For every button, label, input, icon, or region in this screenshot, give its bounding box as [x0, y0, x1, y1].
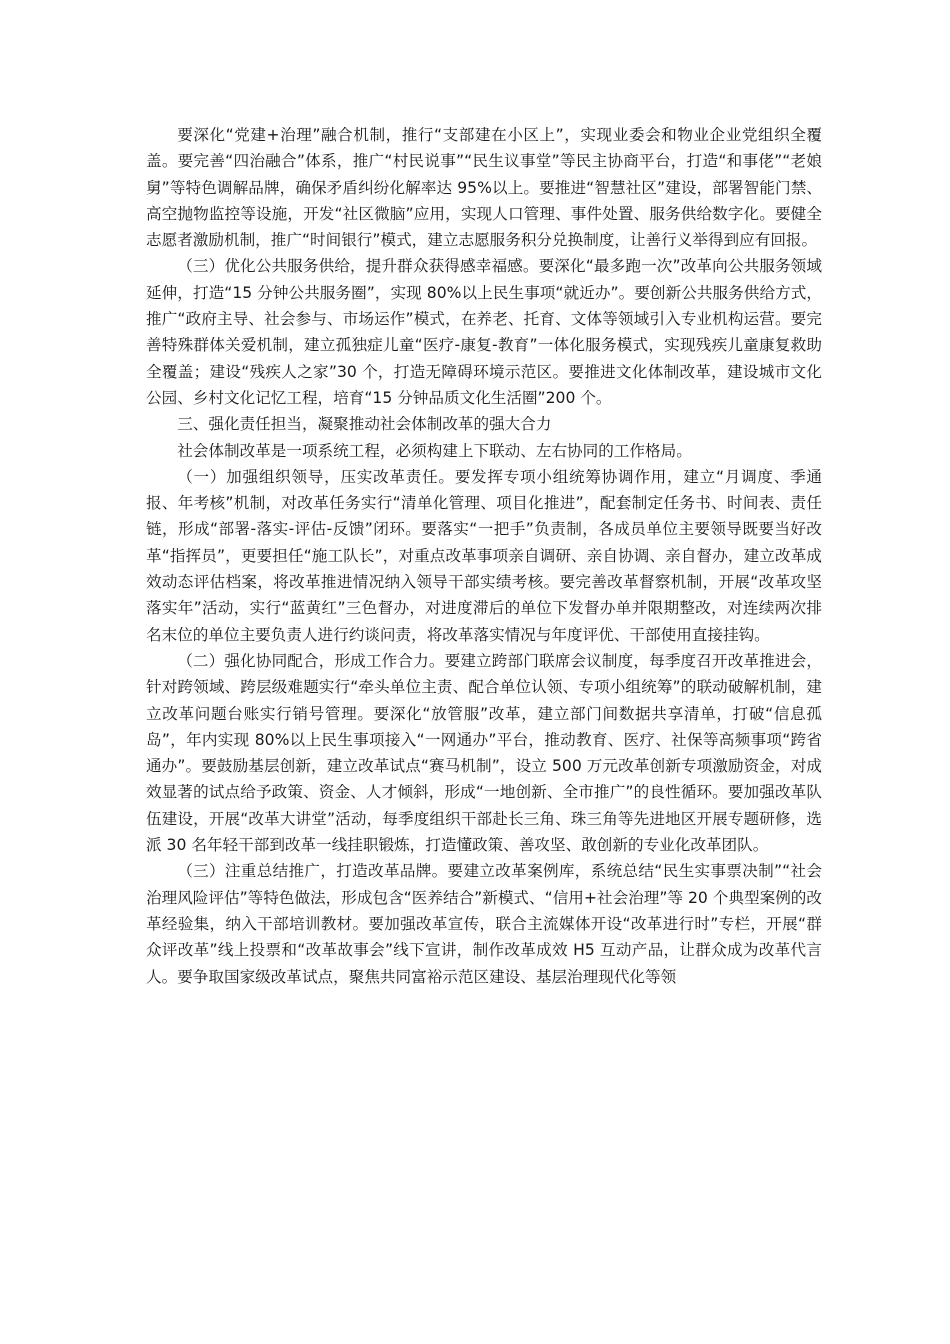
- paragraph-summary-promotion: （三）注重总结推广，打造改革品牌。要建立改革案例库，系统总结“民生实事票决制”“社会治理风险评估”等特色做法，形成包含“医养结合”新模式、“信用+社会治理”等 20 个典型案例的改革经验集，纳入干部培训教材。要加强改革宣传，联合主流媒体开设“改革进行时”专栏，开展“群众评改革”线上投票和“改革故事会”线下宣讲，制作改革成效 H5 互动产品，让群众成为改革代言人。要争取国家级改革试点，聚焦共同富裕示范区建设、基层治理现代化等领: [146, 862, 822, 986]
- document-body: [146, 122, 822, 990]
- paragraph-coordination: （二）强化协同配合，形成工作合力。要建立跨部门联席会议制度，每季度召开改革推进会，针对跨领域、跨层级难题实行“牵头单位主责、配合单位认领、专项小组统筹”的联动破解机制，建立改革问题台账实行销号管理。要深化“放管服”改革，建立部门间数据共享清单，打破“信息孤岛”，年内实现 80%以上民生事项接入“一网通办”平台，推动教育、医疗、社保等高频事项“跨省通办”。要鼓励基层创新，建立改革试点“赛马机制”，设立 500 万元改革创新专项激励资金，对成效显著的试点给予政策、资金、人才倾斜，形成“一地创新、全市推广”的良性循环。要加强改革队伍建设，开展“改革大讲堂”活动，每季度组织干部赴长三角、珠三角等先进地区开展专题研修，选派 30 名年轻干部到改革一线挂职锻炼，打造懂政策、善攻坚、敢创新的专业化改革团队。: [146, 651, 822, 855]
- paragraph-organizational-leadership: （一）加强组织领导，压实改革责任。要发挥专项小组统筹协调作用，建立“月调度、季通报、年考核”机制，对改革任务实行“清单化管理、项目化推进”，配套制定任务书、时间表、责任链，形成“部署-落实-评估-反馈”闭环。要落实“一把手”负责制，各成员单位主要领导既要当好改革“指挥员”，更要担任“施工队长”，对重点改革事项亲自调研、亲自协调、亲自督办，建立改革成效动态评估档案，将改革推进情况纳入领导干部实绩考核。要完善改革督察机制，开展“改革攻坚落实年”活动，实行“蓝黄红”三色督办，对进度滞后的单位下发督办单并限期整改，对连续两次排名末位的单位主要负责人进行约谈问责，将改革落实情况与年度评优、干部使用直接挂钩。: [146, 467, 822, 644]
- paragraph-community-governance: 要深化“党建+治理”融合机制，推行“支部建在小区上”，实现业委会和物业企业党组织全覆盖。要完善“四治融合”体系，推广“村民说事”“民生议事堂”等民主协商平台，打造“和事佬”“老娘舅”等特色调解品牌，确保矛盾纠纷化解率达 95%以上。要推进“智慧社区”建设，部署智能门禁、高空抛物监控等设施，开发“社区微脑”应用，实现人口管理、事件处置、服务供给数字化。要健全志愿者激励机制，推广“时间银行”模式，建立志愿服务积分兑换制度，让善行义举得到应有回报。: [146, 126, 822, 250]
- section-heading-three: 三、强化责任担当，凝聚推动社会体制改革的强大合力: [177, 415, 552, 434]
- paragraph-section-intro: 社会体制改革是一项系统工程，必须构建上下联动、左右协同的工作格局。: [177, 441, 692, 460]
- paragraph-public-services: （三）优化公共服务供给，提升群众获得感幸福感。要深化“最多跑一次”改革向公共服务领域延伸，打造“15 分钟公共服务圈”，实现 80%以上民生事项“就近办”。要创新公共服务供给方式，推广“政府主导、社会参与、市场运作”模式，在养老、托育、文体等领域引入专业机构运营。要完善特殊群体关爱机制，建立孤独症儿童“医疗-康复-教育”一体化服务模式，实现残疾儿童康复救助全覆盖；建设“残疾人之家”30 个，打造无障碍环境示范区。要推进文化体制改革，建设城市文化公园、乡村文化记忆工程，培育“15 分钟品质文化生活圈”200 个。: [146, 257, 822, 407]
